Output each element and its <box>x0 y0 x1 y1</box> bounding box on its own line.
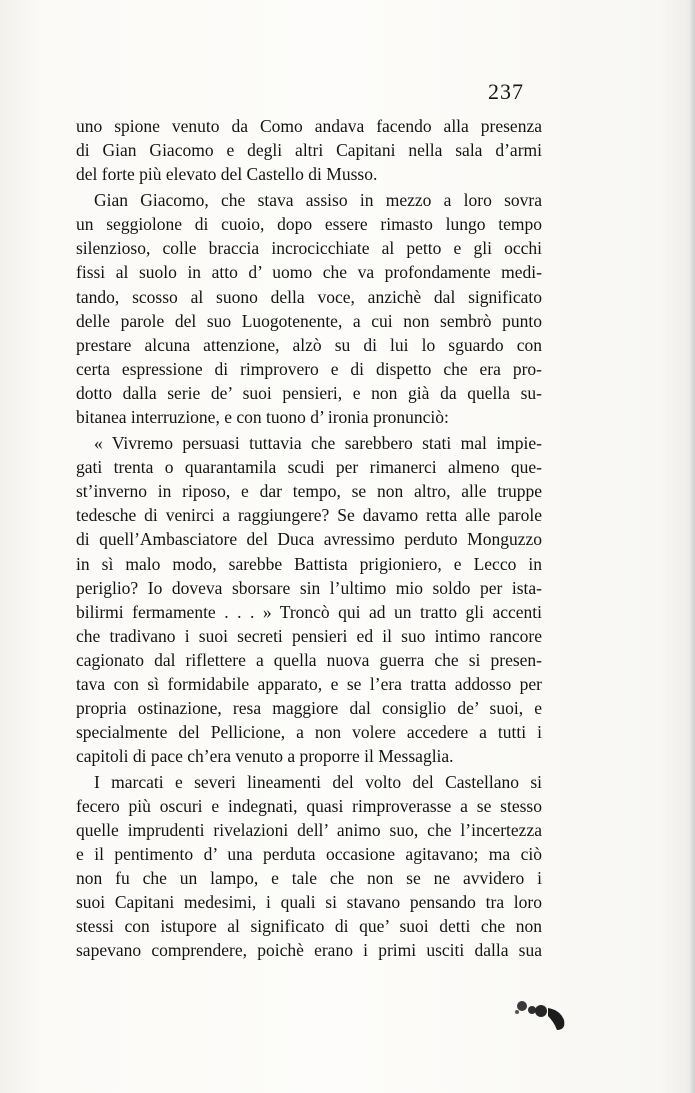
text-line: fecero più oscuri e indegnati, quasi rimproverasse a se stesso <box>76 796 542 816</box>
text-line: I marcati e severi lineamenti del volto del Castellano si <box>94 772 542 792</box>
text-line: di quell’Ambasciatore del Duca avressimo perduto Monguzzo <box>76 529 542 549</box>
text-line: sapevano comprendere, poichè erano i primi usciti dalla sua <box>76 940 542 960</box>
text-line: certa espressione di rimprovero e di dispetto che era pro- <box>76 359 542 379</box>
text-line: periglio? Io doveva sborsare sin l’ultimo mio soldo per ista- <box>76 578 542 598</box>
text-line: e il pentimento d’ una perduta occasione agitavano; ma ciò <box>76 844 542 864</box>
page-number: 237 <box>488 79 524 104</box>
text-line: non fu che un lampo, e tale che non se ne avvidero i <box>76 868 542 888</box>
text-line: suoi Capitani medesimi, i quali si stavano pensando tra loro <box>76 892 542 912</box>
text-line: stessi con istupore al significato di que’ suoi detti che non <box>76 916 542 936</box>
text-line: silenzioso, colle braccia incrocicchiate al petto e gli occhi <box>76 238 542 258</box>
text-line: bilirmi fermamente . . . » Troncò qui ad un tratto gli accenti <box>76 602 542 622</box>
text-line: un seggiolone di cuoio, dopo essere rimasto lungo tempo <box>76 214 542 234</box>
text-line: tando, scosso al suono della voce, anzichè dal significato <box>76 287 542 307</box>
text-line: « Vivremo persuasi tuttavia che sarebbero stati mal impie- <box>94 433 542 453</box>
text-line: che tradivano i suoi secreti pensieri ed il suo intimo rancore <box>76 626 542 646</box>
text-line: specialmente del Pellicione, a non volere accedere a tutti i <box>76 722 542 742</box>
text-line: dotto dalla serie de’ suoi pensieri, e non già da quella su- <box>76 383 542 403</box>
text-line: bitanea interruzione, e con tuono d’ ironia pronunciò: <box>76 407 449 427</box>
ink-smudge <box>510 996 572 1036</box>
text-line: Gian Giacomo, che stava assiso in mezzo a loro sovra <box>94 190 542 210</box>
text-line: quelle imprudenti rivelazioni dell’ animo suo, che l’incertezza <box>76 820 542 840</box>
text-line: uno spione venuto da Como andava facendo alla presenza <box>76 116 542 136</box>
text-line: gati trenta o quarantamila scudi per rimanerci almeno que- <box>76 457 542 477</box>
text-line: di Gian Giacomo e degli altri Capitani nella sala d’armi <box>76 140 542 160</box>
text-line: fissi al suolo in atto d’ uomo che va profondamente medi- <box>76 262 542 282</box>
text-line: in sì malo modo, sarebbe Battista prigioniero, e Lecco in <box>76 554 542 574</box>
text-line: cagionato dal riflettere a quella nuova guerra che si presen- <box>76 650 542 670</box>
text-line: propria ostinazione, resa maggiore dal consiglio de’ suoi, e <box>76 698 542 718</box>
text-line: del forte più elevato del Castello di Musso. <box>76 164 378 184</box>
text-line: tedesche di venirci a raggiungere? Se davamo retta alle parole <box>76 505 542 525</box>
page-edge-shadow <box>689 0 695 1093</box>
text-line: st’inverno in riposo, e dar tempo, se non altro, alle truppe <box>76 481 542 501</box>
text-line: capitoli di pace ch’era venuto a proporre il Messaglia. <box>76 746 454 766</box>
text-line: tava con sì formidabile apparato, e se l’era tratta addosso per <box>76 674 542 694</box>
text-line: delle parole del suo Luogotenente, a cui non sembrò punto <box>76 311 542 331</box>
text-line: prestare alcuna attenzione, alzò su di lui lo sguardo con <box>76 335 542 355</box>
